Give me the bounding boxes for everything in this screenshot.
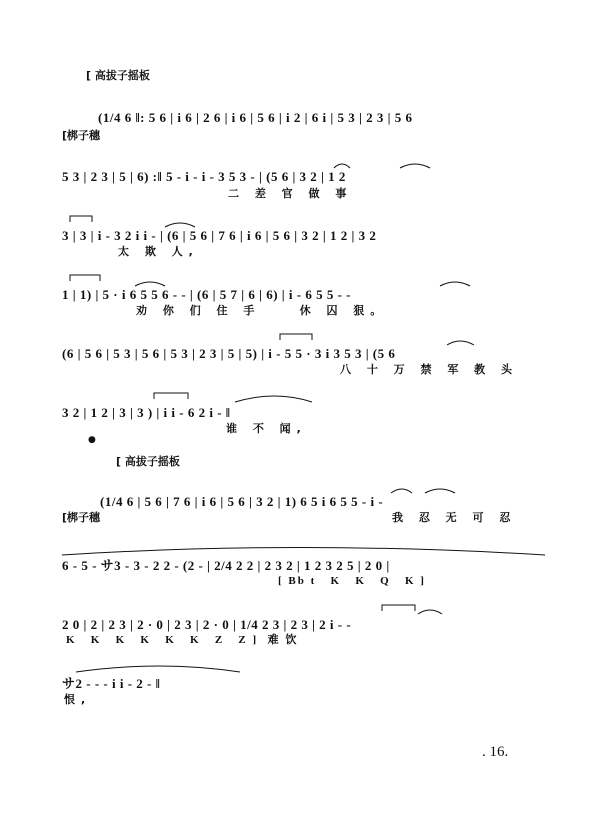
section-2-header: [ 高拔子摇板	[116, 455, 180, 468]
staff-line-5: (6 | 5 6 | 5 3 | 5 6 | 5 3 | 2 3 | 5 | 5) | i - 5 5 · 3 i 3 5 3 | (5 6	[62, 346, 396, 361]
lyric-line-5: 八 十 万 禁 军 教 头	[340, 363, 518, 376]
staff-line-6: 3 2 | 1 2 | 3 | 3 ) | i i - 6 2 i - ‖	[62, 405, 231, 420]
lyric-line-2: 二 差 官 做 事	[228, 187, 353, 200]
lyric-line-3: 太 欺 人,	[118, 245, 199, 258]
section-1-label: [梆子穗	[62, 129, 101, 142]
percussion-line-8: [ Bb t K K Q K ]	[278, 575, 426, 587]
staff-line-7: (1/4 6 | 5 6 | 7 6 | i 6 | 5 6 | 3 2 | 1) 6 5 i 6 5 5 - i -	[100, 494, 384, 509]
page-number: . 16.	[482, 744, 509, 760]
lyric-line-7: 我 忍 无 可 忍	[392, 511, 517, 524]
lyric-line-10: 恨,	[64, 693, 92, 706]
staff-line-9: 2 0 | 2 | 2 3 | 2 · 0 | 2 3 | 2 · 0 | 1/4 2 3 | 2 3 | 2 i - -	[62, 617, 352, 632]
percussion-line-9: K K K K K K Z Z ] 难 饮	[66, 634, 299, 646]
lyric-line-4: 劝 你 们 住 手 休 囚 狠。	[136, 304, 388, 317]
staff-line-10: サ2 - - - i i - 2 - ‖	[62, 676, 161, 691]
lyric-line-6: 谁 不 闻,	[226, 422, 307, 435]
staff-line-4: 1 | 1) | 5 · i 6 5 5 6 - - | (6 | 5 7 | 6 | 6) | i - 6 5 5 - -	[62, 287, 351, 302]
staff-line-3: 3 | 3 | i - 3 2 i i - | (6 | 5 6 | 7 6 | i 6 | 5 6 | 3 2 | 1 2 | 3 2	[62, 228, 377, 243]
section-2-label: [梆子穗	[62, 511, 101, 524]
staff-line-2: 5 3 | 2 3 | 5 | 6) :‖ 5 - i - i - 3 5 3 - | (5 6 | 3 2 | 1 2	[62, 169, 346, 184]
section-1-header: [ 高拔子摇板	[86, 69, 150, 82]
bullet-mark: ●	[88, 435, 96, 445]
staff-line-1: (1/4 6 ‖: 5 6 | i 6 | 2 6 | i 6 | 5 6 | i 2 | 6 i | 5 3 | 2 3 | 5 6	[98, 110, 413, 125]
staff-line-8: 6 - 5 - サ3 - 3 - 2 2 - (2 - | 2/4 2 2 | 2 3 2 | 1 2 3 2 5 | 2 0 |	[62, 558, 390, 573]
